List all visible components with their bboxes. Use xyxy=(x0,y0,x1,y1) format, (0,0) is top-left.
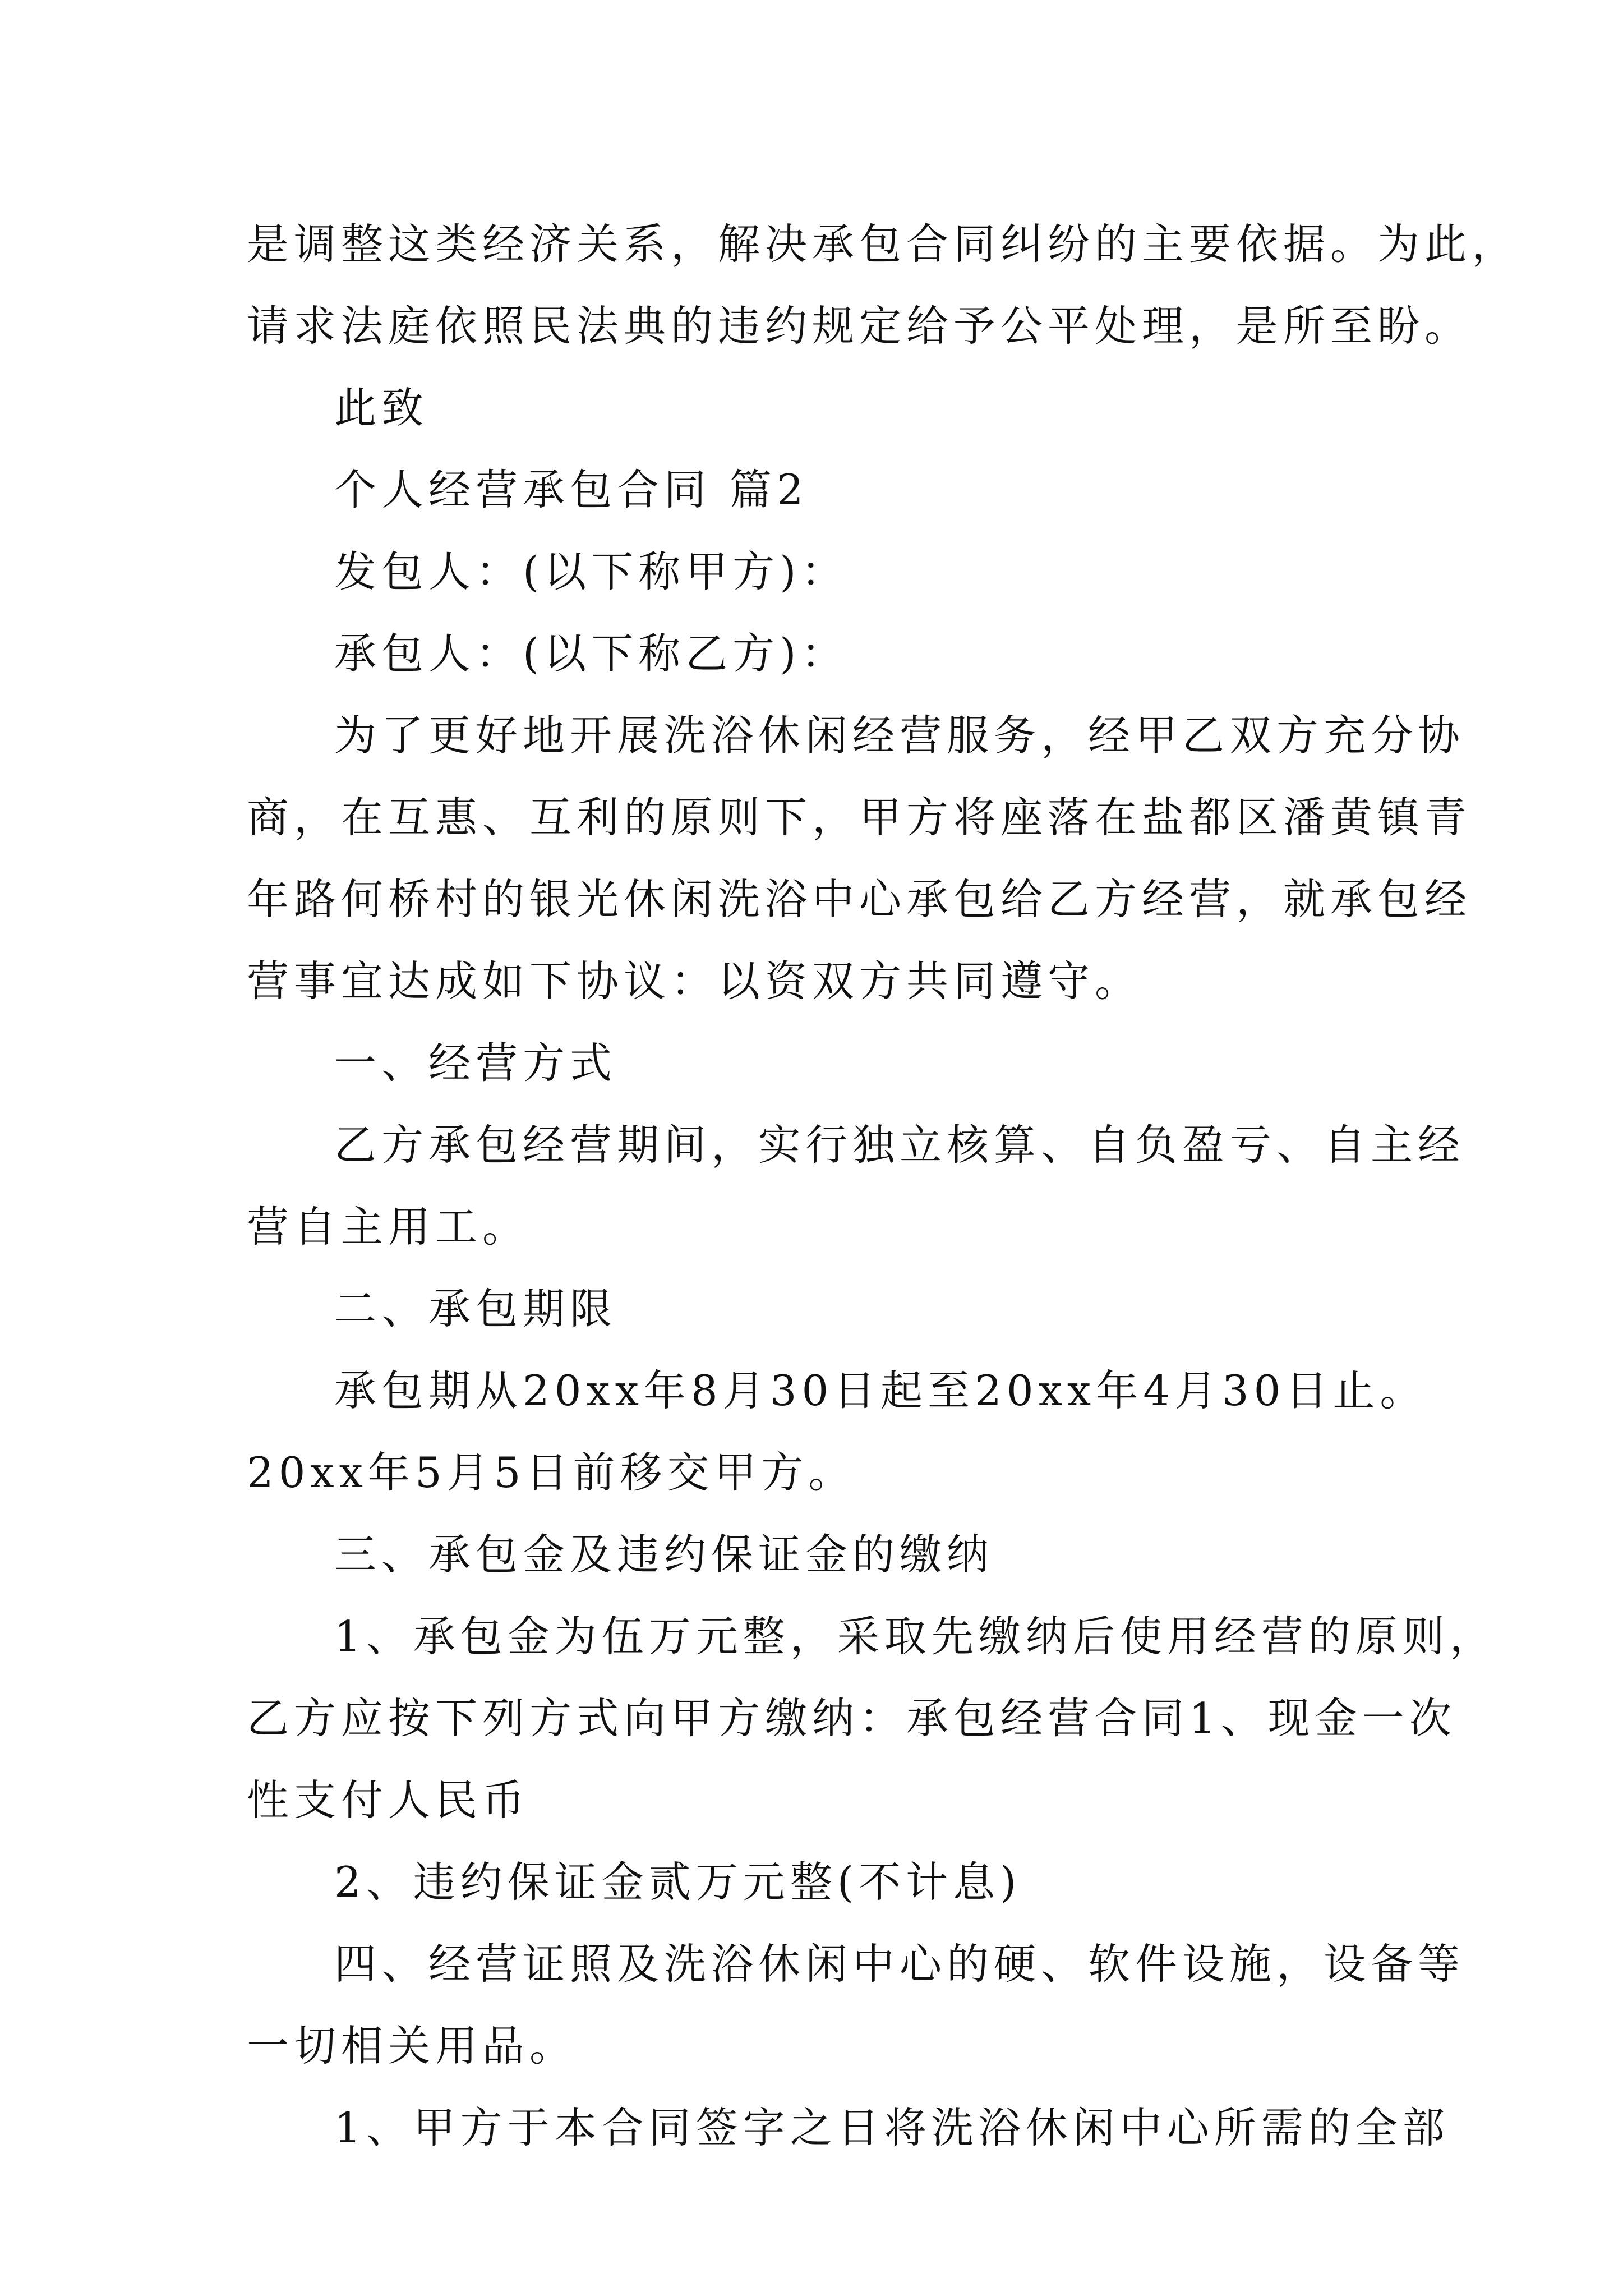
paragraph-line: 承包期从20xx年8月30日起至20xx年4月30日止。 xyxy=(334,1366,1427,1415)
paragraph-line: 20xx年5月5日前移交甲方。 xyxy=(247,1448,856,1497)
paragraph-line: 为了更好地开展洗浴休闲经营服务，经甲乙双方充分协 xyxy=(334,711,1465,760)
paragraph-line: 2、违约保证金贰万元整(不计息) xyxy=(334,1857,1022,1907)
clause-heading: 三、承包金及违约保证金的缴纳 xyxy=(334,1530,994,1579)
paragraph-line: 乙方应按下列方式向甲方缴纳：承包经营合同1、现金一次 xyxy=(247,1694,1456,1743)
paragraph-line: 年路何桥村的银光休闲洗浴中心承包给乙方经营，就承包经 xyxy=(247,875,1472,924)
paragraph-line: 营自主用工。 xyxy=(247,1202,530,1251)
paragraph-line: 1、承包金为伍万元整，采取先缴纳后使用经营的原则， xyxy=(334,1612,1497,1661)
salutation-line: 此致 xyxy=(334,383,429,432)
clause-heading: 四、经营证照及洗浴休闲中心的硬、软件设施，设备等 xyxy=(334,1939,1465,1989)
paragraph-line: 是调整这类经济关系，解决承包合同纠纷的主要依据。为此， xyxy=(247,219,1519,269)
document-body xyxy=(247,203,1519,2169)
clause-heading: 二、承包期限 xyxy=(334,1284,617,1333)
paragraph-line: 1、甲方于本合同签字之日将洗浴休闲中心所需的全部 xyxy=(334,2103,1450,2152)
paragraph-line: 一切相关用品。 xyxy=(247,2021,577,2070)
party-line: 承包人：(以下称乙方)： xyxy=(334,629,849,678)
paragraph-line: 请求法庭依照民法典的违约规定给予公平处理，是所至盼。 xyxy=(247,301,1472,351)
paragraph-line: 乙方承包经营期间，实行独立核算、自负盈亏、自主经 xyxy=(334,1120,1465,1170)
paragraph-line: 商，在互惠、互利的原则下，甲方将座落在盐都区潘黄镇青 xyxy=(247,793,1472,842)
section-title: 个人经营承包合同 篇2 xyxy=(334,465,809,514)
paragraph-line: 营事宜达成如下协议：以资双方共同遵守。 xyxy=(247,956,1142,1006)
party-line: 发包人：(以下称甲方)： xyxy=(334,547,849,596)
paragraph-line: 性支付人民币 xyxy=(247,1775,530,1825)
clause-heading: 一、经营方式 xyxy=(334,1038,617,1088)
